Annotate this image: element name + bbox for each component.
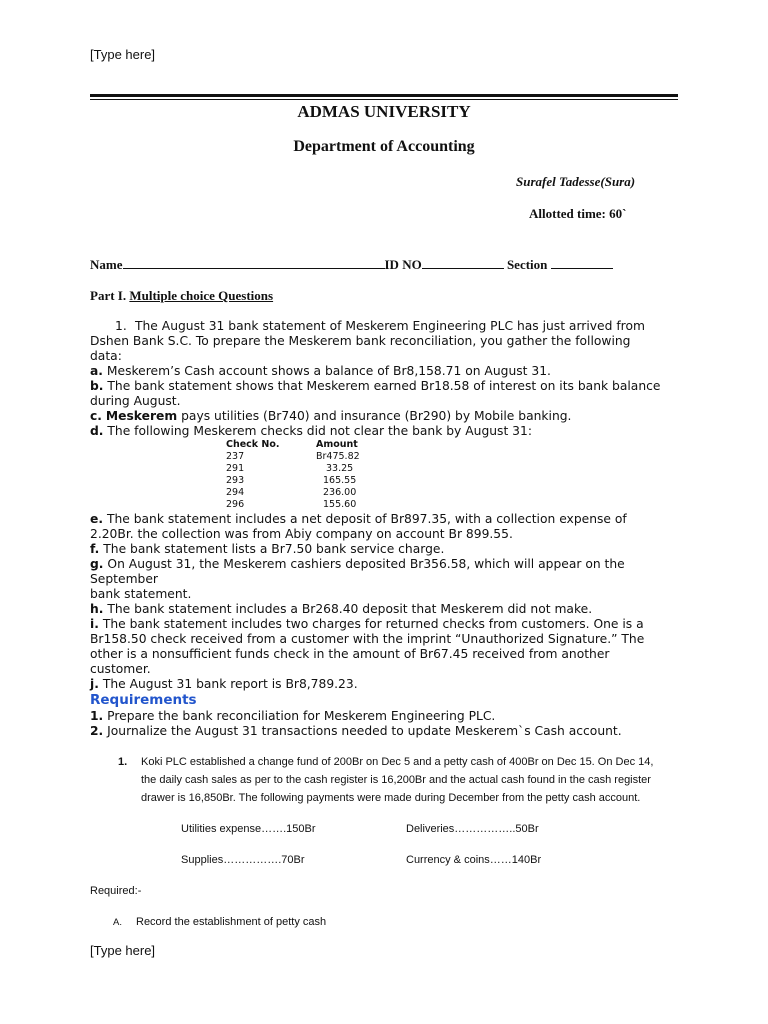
check-number: 296 [226, 499, 245, 510]
university-title: ADMAS UNIVERSITY [297, 102, 471, 121]
teacher-name: Surafel Tadesse(Sura) [516, 174, 636, 189]
requirements-heading: Requirements [90, 692, 197, 708]
header-rule-thick [90, 94, 678, 97]
check-number: 237 [226, 451, 245, 462]
check-amount: Br475.82 [316, 451, 360, 462]
footer-placeholder: [Type here] [90, 943, 156, 958]
q1-item-i-cont: Br158.50 check received from a customer with the imprint “Unauthorized Signature.” The [90, 632, 645, 646]
check-number: 293 [226, 475, 245, 486]
header-rule-thin [90, 99, 678, 100]
check-amount: 155.60 [323, 499, 357, 510]
check-amount: 165.55 [323, 475, 357, 486]
q1-intro-line: The August 31 bank statement of Meskerem Engineering PLC has just arrived from [135, 319, 645, 333]
q2-line: drawer is 16,850Br. The following payments were made during December from the petty cash account. [141, 792, 641, 804]
q1-item-f: f. The bank statement lists a Br7.50 bank service charge. [90, 542, 445, 556]
required-label: Required:- [90, 885, 142, 897]
q1-item-i: i. The bank statement includes two charges for returned checks from customers. One is a [90, 617, 644, 631]
student-info-line [90, 257, 613, 273]
q1-intro-line: Dshen Bank S.C. To prepare the Meskerem bank reconciliation, you gather the following [90, 334, 631, 348]
sub-text: Record the establishment of petty cash [136, 916, 327, 928]
payment-utilities: Utilities expense…….150Br [181, 823, 316, 835]
name-blank [123, 257, 385, 269]
q1-number: 1. [115, 319, 127, 333]
q1-item-c: c. Meskerem pays utilities (Br740) and insurance (Br290) by Mobile banking. [90, 409, 572, 423]
checks-header-amount: Amount [316, 439, 358, 450]
q2-line: Koki PLC established a change fund of 200Br on Dec 5 and a petty cash of 400Br on Dec 15. On Dec 14, [141, 756, 654, 768]
requirement-item: 2. Journalize the August 31 transactions needed to update Meskerem`s Cash account. [90, 724, 622, 738]
requirement-item: 1. Prepare the bank reconciliation for Meskerem Engineering PLC. [90, 709, 496, 723]
q1-item-h: h. The bank statement includes a Br268.40 deposit that Meskerem did not make. [90, 602, 593, 616]
q1-item-j: j. The August 31 bank report is Br8,789.23. [90, 677, 358, 691]
id-label: ID NO [384, 257, 422, 272]
header-placeholder: [Type here] [90, 47, 156, 62]
q1-item-d: d. The following Meskerem checks did not clear the bank by August 31: [90, 424, 532, 438]
department-title: Department of Accounting [293, 138, 475, 155]
check-amount: 33.25 [326, 463, 354, 474]
q1-item-i-cont: customer. [90, 662, 151, 676]
q2-number: 1. [118, 756, 128, 768]
q1-intro-line: data: [90, 349, 122, 363]
part1-prefix: Part I. [90, 288, 130, 303]
part1-heading [90, 288, 273, 304]
q1-item-g-cont: bank statement. [90, 587, 192, 601]
q1-item-g-cont: September [90, 572, 158, 586]
payment-deliveries: Deliveries……………..50Br [406, 823, 539, 835]
section-label: Section [506, 257, 548, 272]
allotted-time: Allotted time: 60` [529, 206, 627, 221]
id-blank [422, 257, 504, 269]
section-blank [551, 257, 613, 269]
q2-line: the daily cash sales as per to the cash register is 16,200Br and the actual cash found in the cash register [141, 774, 651, 786]
check-number: 291 [226, 463, 245, 474]
check-amount: 236.00 [323, 487, 357, 498]
q1-item-b: b. The bank statement shows that Meskerem earned Br18.58 of interest on its bank balance [90, 379, 661, 393]
q1-item-e-cont: 2.20Br. the collection was from Abiy company on account Br 899.55. [90, 527, 513, 541]
part1-title: Multiple choice Questions [129, 288, 274, 303]
q1-item-b-cont: during August. [90, 394, 181, 408]
sub-label: A. [113, 917, 122, 928]
q1-item-g: g. On August 31, the Meskerem cashiers deposited Br356.58, which will appear on the [90, 557, 625, 571]
name-label: Name [90, 257, 123, 272]
payment-supplies: Supplies…………….70Br [181, 854, 305, 866]
q1-item-a: a. Meskerem’s Cash account shows a balance of Br8,158.71 on August 31. [90, 364, 551, 378]
checks-header-check-no: Check No. [226, 439, 280, 450]
q1-item-e: e. The bank statement includes a net deposit of Br897.35, with a collection expense of [90, 512, 627, 526]
q1-item-i-cont: other is a nonsufficient funds check in the amount of Br67.45 received from another [90, 647, 610, 661]
payment-currency: Currency & coins……140Br [406, 854, 542, 866]
check-number: 294 [226, 487, 245, 498]
